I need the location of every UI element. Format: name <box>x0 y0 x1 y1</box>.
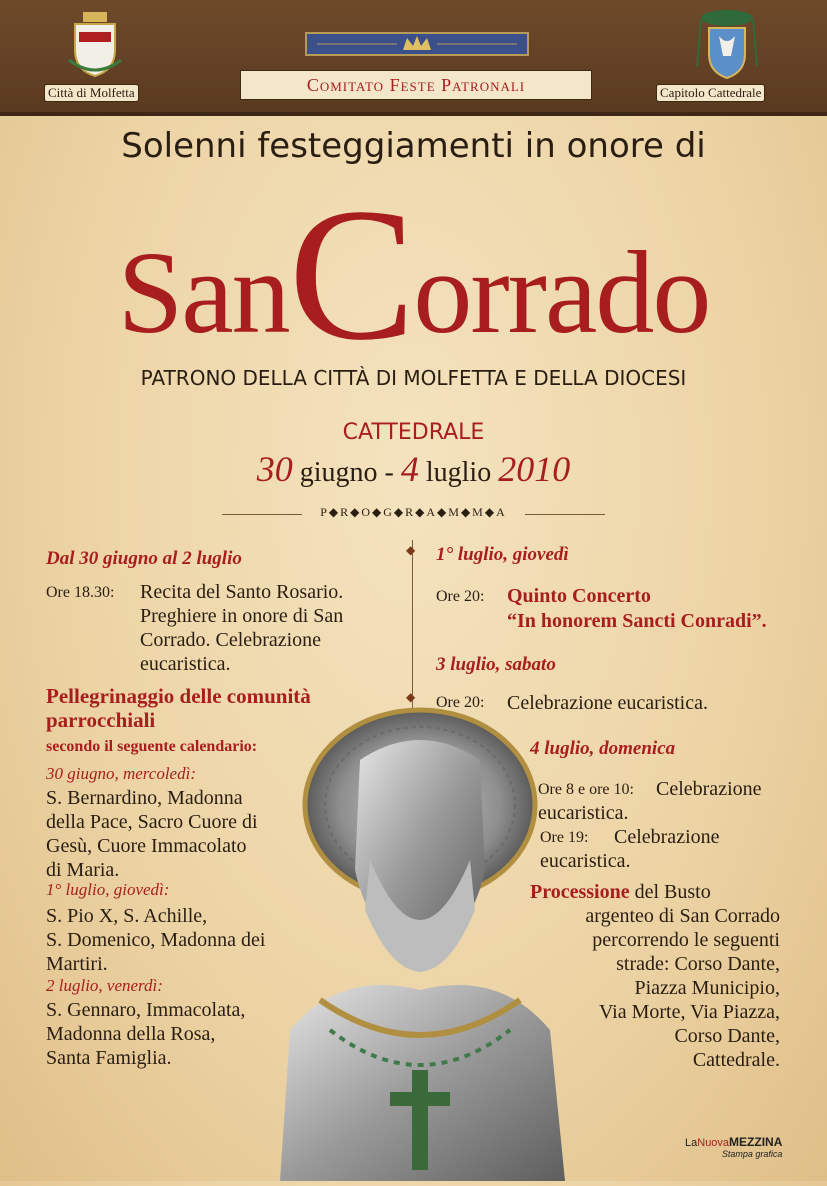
date-year: 2010 <box>498 449 571 489</box>
section-heading: Dal 30 giugno al 2 luglio <box>46 548 242 569</box>
text-line: argenteo di San Corrado <box>585 905 780 927</box>
date-end-num: 4 <box>400 449 419 489</box>
time-label: Ore 20: <box>436 694 485 711</box>
pilgrimage-heading-line: Pellegrinaggio delle comunità <box>46 684 311 708</box>
section-heading: 1° luglio, giovedì <box>436 544 569 565</box>
celebration-text: Celebrazione eucaristica. <box>507 692 708 714</box>
date-end-month: luglio <box>425 457 492 488</box>
procession-label: Processione <box>530 881 630 903</box>
text-line: Gesù, Cuore Immacolato <box>46 835 247 857</box>
time-label: Ore 18.30: <box>46 584 115 601</box>
text-line: eucaristica. <box>140 653 231 675</box>
title-initial: C <box>288 170 414 380</box>
event-heading: Solenni festeggiamenti in onore di <box>121 126 706 166</box>
text-line: Corso Dante, <box>674 1025 780 1047</box>
section-heading: 4 luglio, domenica <box>530 738 676 759</box>
text-line: S. Gennaro, Immacolata, <box>46 999 246 1021</box>
time-label: Ore 20: <box>436 588 485 605</box>
text-line: Madonna della Rosa, <box>46 1023 216 1045</box>
procession-label-rest: del Busto <box>629 881 711 903</box>
pilgrimage-heading <box>46 684 311 732</box>
logo-text: MEZZINA <box>729 1135 783 1149</box>
text-line: Santa Famiglia. <box>46 1047 172 1069</box>
title-rest: orrado <box>413 227 710 358</box>
text-line: Corrado. Celebrazione <box>140 629 322 651</box>
date-start-month: giugno - <box>299 457 394 488</box>
cathedral-chapter-crest-icon <box>695 6 759 87</box>
celebration-text: Celebrazione <box>614 826 720 848</box>
time-label: Ore 19: <box>540 829 589 846</box>
programma-label: P◆R◆O◆G◆R◆A◆M◆M◆A <box>320 505 507 519</box>
text-line: percorrendo le seguenti <box>592 929 780 951</box>
day-heading: 30 giugno, mercoledì: <box>46 764 196 783</box>
text-line: della Pace, Sacro Cuore di <box>46 811 258 833</box>
text-line: S. Domenico, Madonna dei <box>46 929 266 951</box>
procession-route <box>540 904 780 1072</box>
title-san: San <box>117 227 289 358</box>
text-line: Piazza Municipio, <box>634 977 780 999</box>
diamond-icon: ◆ <box>406 543 416 557</box>
text-line: Via Morte, Via Piazza, <box>598 1001 780 1023</box>
celebration-text: eucaristica. <box>540 850 631 872</box>
column-divider <box>412 540 413 710</box>
rosary-description <box>140 580 343 676</box>
saint-title <box>0 170 827 380</box>
left-crest-label: Città di Molfetta <box>44 84 139 102</box>
text-line: Martiri. <box>46 953 108 975</box>
text-line: di Maria. <box>46 859 120 881</box>
text-line: strade: Corso Dante, <box>616 953 780 975</box>
text-line: S. Pio X, S. Achille, <box>46 905 208 927</box>
concert-line: Quinto Concerto <box>507 585 651 607</box>
concert-line: “In honorem Sancti Conradi”. <box>507 610 767 632</box>
date-start-num: 30 <box>256 449 293 489</box>
celebration-text: Celebrazione <box>656 778 762 800</box>
diamond-icon: ◆ <box>406 690 416 704</box>
logo-subtext: Stampa grafica <box>721 1149 783 1159</box>
divider-right <box>525 514 605 515</box>
text-line: S. Bernardino, Madonna <box>46 787 243 809</box>
date-range <box>0 448 827 490</box>
text-line: Cattedrale. <box>692 1049 780 1071</box>
day-heading: 2 luglio, venerdì: <box>46 976 163 995</box>
parishes-day3 <box>46 998 245 1070</box>
printer-logo <box>685 1135 782 1159</box>
right-crest-label: Capitolo Cattedrale <box>656 84 765 102</box>
header-border <box>0 112 827 116</box>
pilgrimage-subheading: secondo il seguente calendario: <box>46 738 258 755</box>
patron-subtitle: PATRONO DELLA CITTÀ DI MOLFETTA E DELLA DIOCESI <box>140 366 687 390</box>
pilgrimage-heading-line: parrocchiali <box>46 708 156 732</box>
day-heading: 1° luglio, giovedì: <box>46 880 170 899</box>
logo-text: La <box>685 1137 698 1149</box>
divider-left <box>222 514 302 515</box>
decorative-banner <box>305 32 529 56</box>
logo-text: Nuova <box>697 1137 730 1149</box>
time-label: Ore 8 e ore 10: <box>538 781 634 798</box>
celebration-text: eucaristica. <box>538 802 629 824</box>
committee-title: Comitato Feste Patronali <box>240 70 592 100</box>
concert-title <box>507 584 767 634</box>
venue: CATTEDRALE <box>342 420 485 445</box>
molfetta-crest-icon <box>65 10 125 85</box>
parishes-day2 <box>46 904 265 976</box>
procession-heading <box>530 880 711 904</box>
parishes-day1 <box>46 786 258 882</box>
section-heading: 3 luglio, sabato <box>436 654 556 675</box>
text-line: Recita del Santo Rosario. <box>140 581 344 603</box>
text-line: Preghiere in onore di San <box>140 605 344 627</box>
